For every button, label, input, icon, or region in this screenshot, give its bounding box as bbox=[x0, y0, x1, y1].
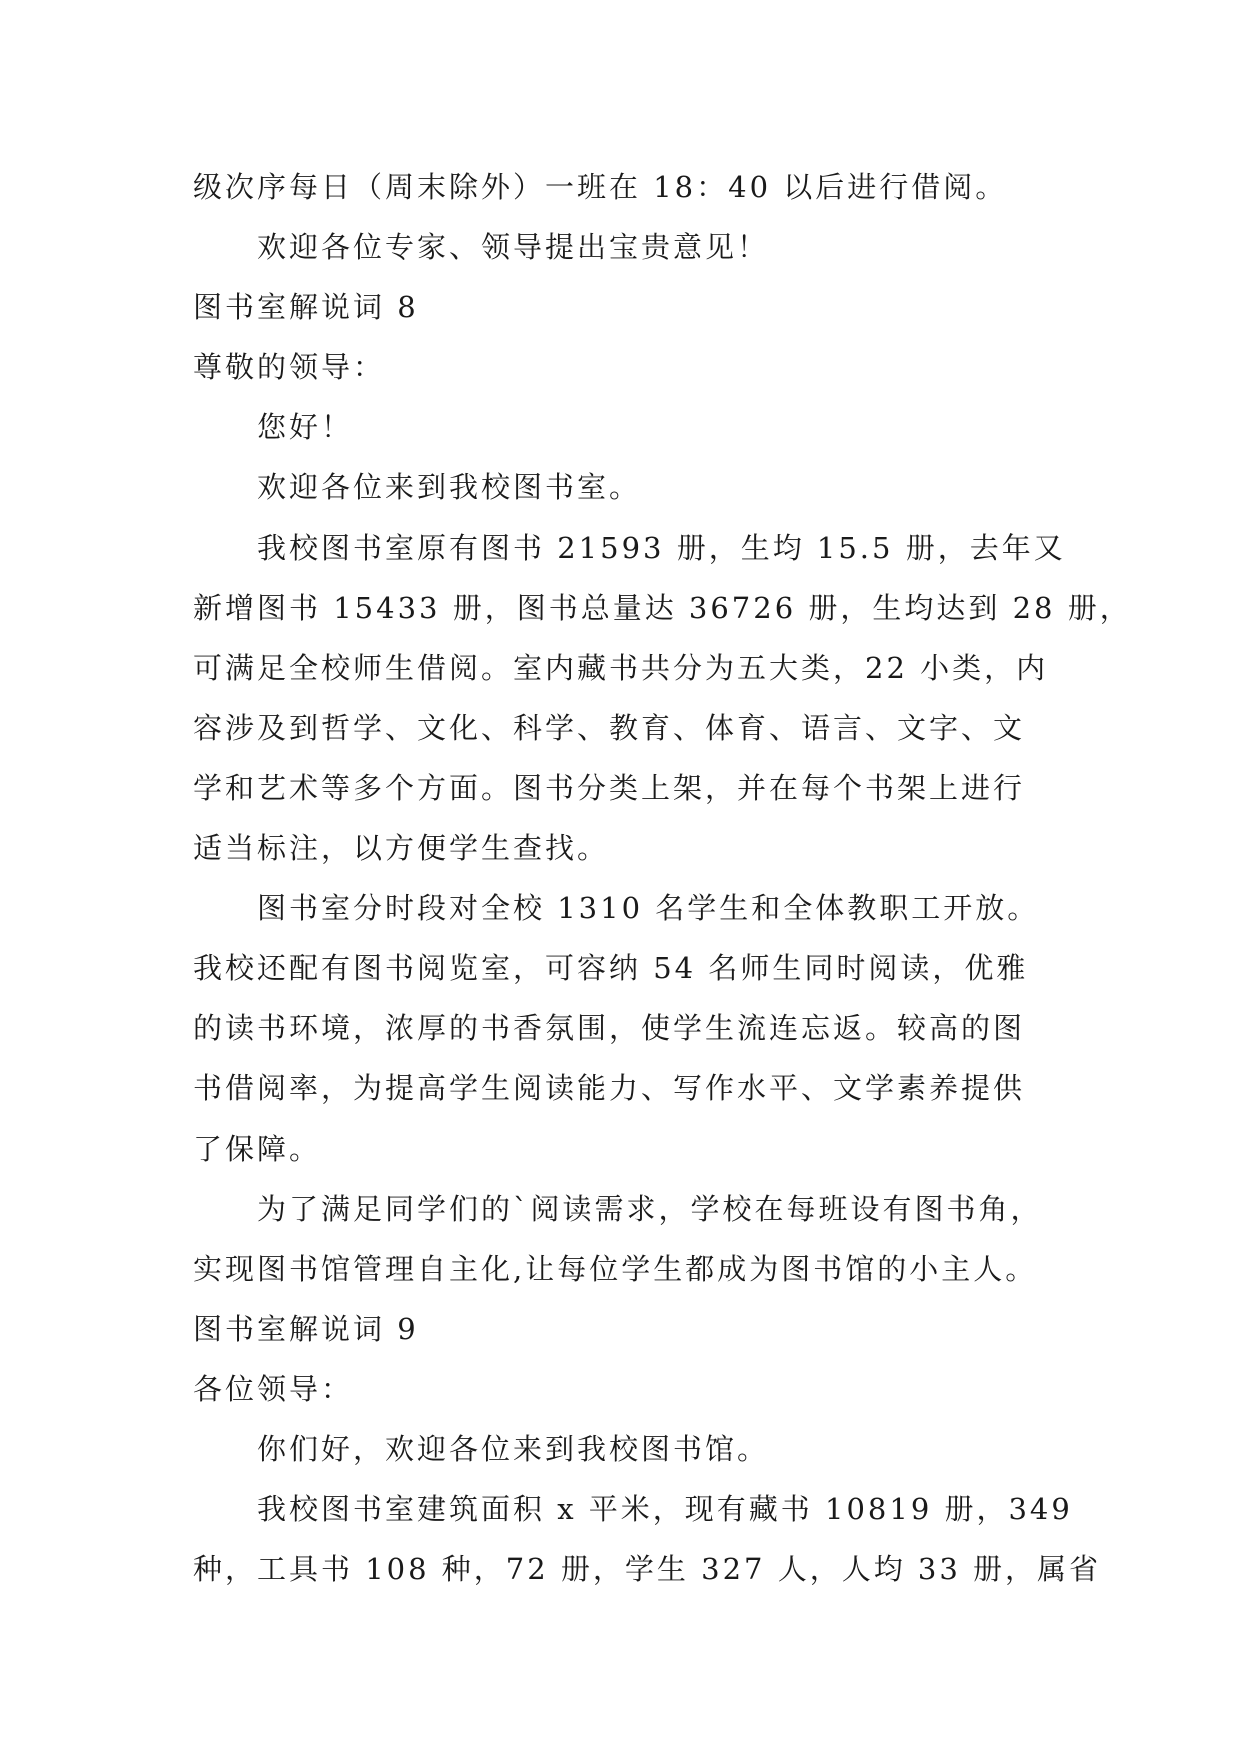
text-line: 欢迎各位来到我校图书室。 bbox=[257, 470, 642, 505]
text-line: 我校图书室建筑面积 x 平米，现有藏书 10819 册，349 bbox=[257, 1492, 1073, 1527]
text-line: 适当标注，以方便学生查找。 bbox=[193, 831, 610, 866]
text-line: 可满足全校师生借阅。室内藏书共分为五大类，22 小类，内 bbox=[193, 650, 1049, 685]
text-line: 级次序每日（周末除外）一班在 18：40 以后进行借阅。 bbox=[193, 170, 1008, 204]
salutation: 各位领导： bbox=[193, 1371, 354, 1406]
text-line: 图书室分时段对全校 1310 名学生和全体教职工开放。 bbox=[257, 891, 1040, 926]
text-line: 种，工具书 108 种，72 册，学生 327 人，人均 33 册，属省 bbox=[193, 1552, 1102, 1587]
section-heading: 图书室解说词 9 bbox=[193, 1311, 419, 1346]
text-line: 我校还配有图书阅览室，可容纳 54 名师生同时阅读，优雅 bbox=[193, 951, 1029, 986]
section-heading: 图书室解说词 8 bbox=[193, 290, 419, 325]
text-line: 我校图书室原有图书 21593 册，生均 15.5 册，去年又 bbox=[257, 530, 1066, 565]
text-line: 容涉及到哲学、文化、科学、教育、体育、语言、文字、文 bbox=[193, 710, 1026, 745]
text-line: 你们好，欢迎各位来到我校图书馆。 bbox=[257, 1431, 770, 1466]
text-line: 学和艺术等多个方面。图书分类上架，并在每个书架上进行 bbox=[193, 770, 1026, 805]
text-line: 书借阅率，为提高学生阅读能力、写作水平、文学素养提供 bbox=[193, 1071, 1026, 1106]
document-body bbox=[193, 157, 1132, 1599]
text-line: 欢迎各位专家、领导提出宝贵意见！ bbox=[257, 230, 770, 265]
text-line: 为了满足同学们的`阅读需求，学校在每班设有图书角， bbox=[257, 1191, 1043, 1226]
text-line: 的读书环境，浓厚的书香氛围，使学生流连忘返。较高的图 bbox=[193, 1011, 1026, 1046]
text-line: 实现图书馆管理自主化,让每位学生都成为图书馆的小主人。 bbox=[193, 1251, 1038, 1286]
text-line: 新增图书 15433 册，图书总量达 36726 册，生均达到 28 册， bbox=[193, 590, 1132, 625]
text-line: 了保障。 bbox=[193, 1131, 322, 1166]
text-line: 您好！ bbox=[257, 410, 354, 445]
salutation: 尊敬的领导： bbox=[193, 350, 386, 385]
